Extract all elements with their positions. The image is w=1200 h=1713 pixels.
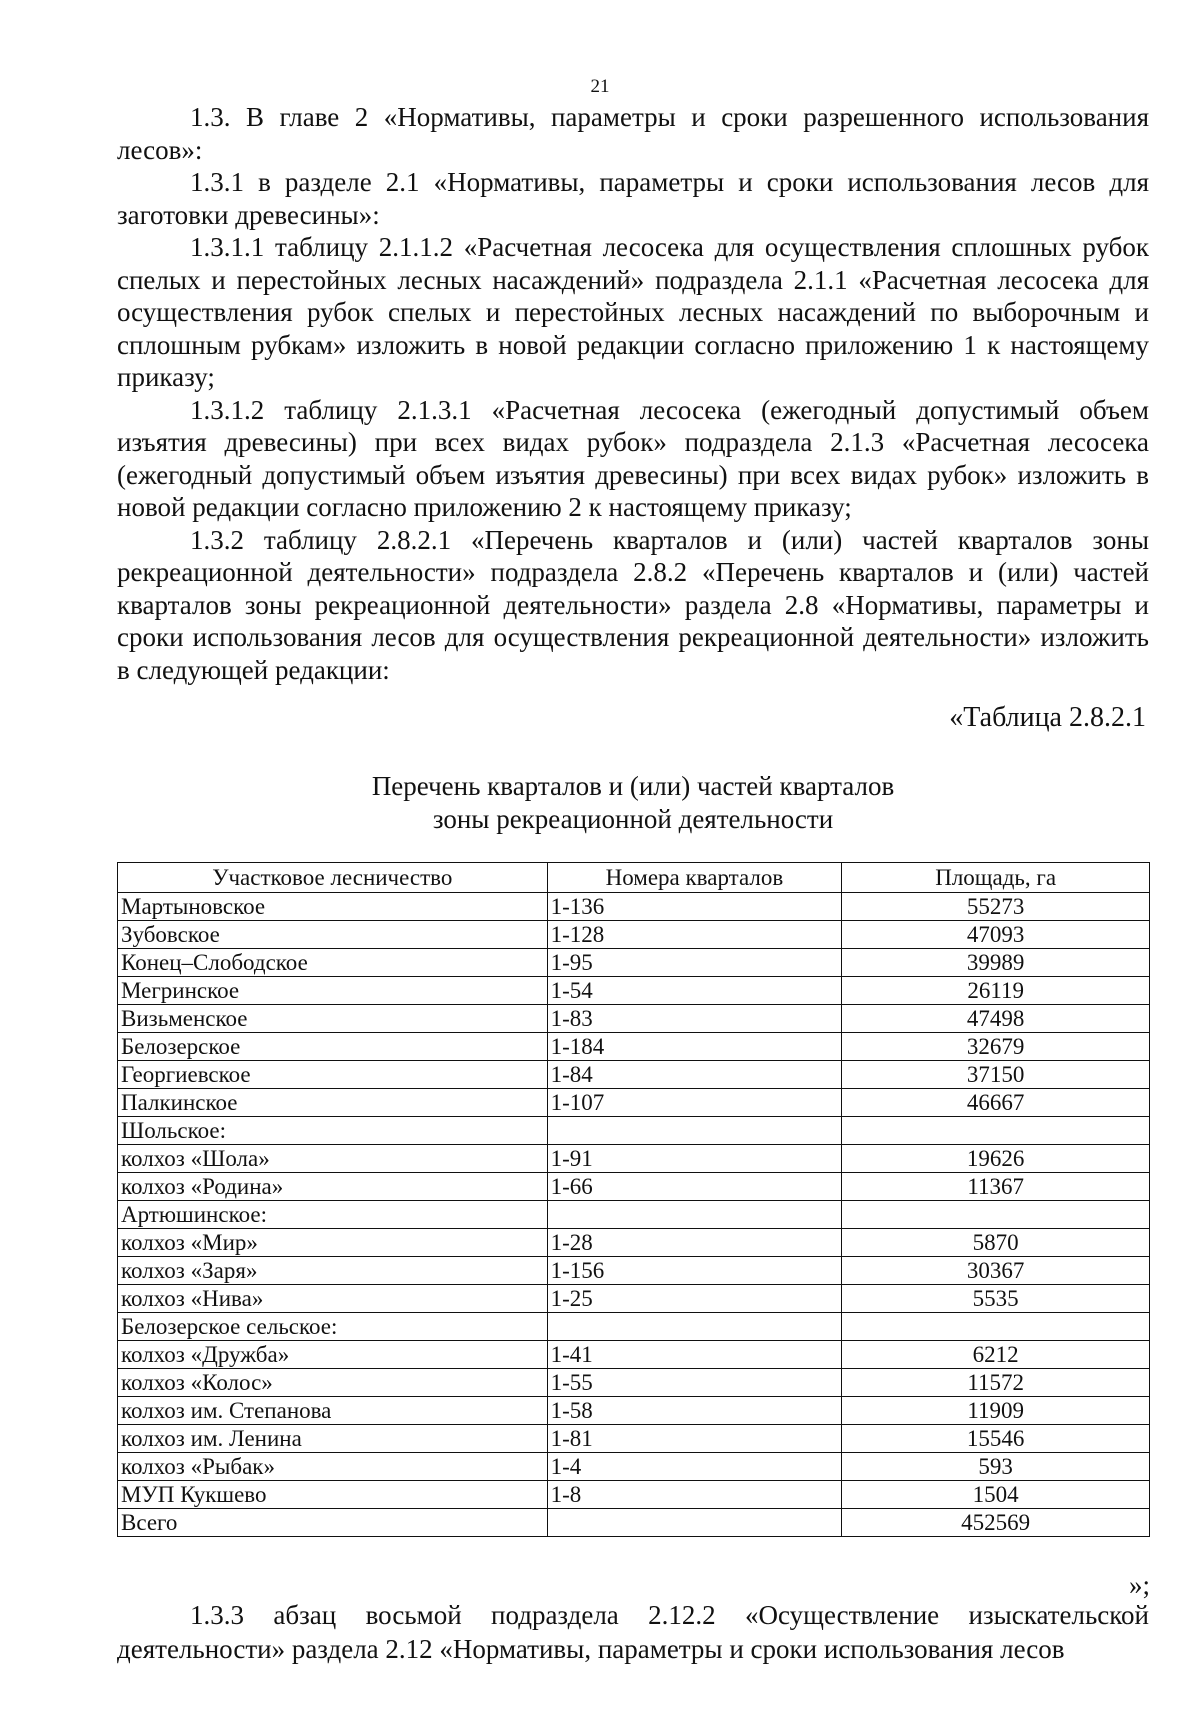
cell-area [842,1201,1150,1229]
cell-quarters: 1-83 [547,1005,842,1033]
table-row [118,1089,1150,1117]
cell-forestry: Зубовское [118,921,548,949]
table-row [118,1033,1150,1061]
cell-area [842,1117,1150,1145]
table-row [118,1061,1150,1089]
cell-forestry: колхоз «Мир» [118,1229,548,1257]
cell-forestry: Мартыновское [118,893,548,921]
cell-quarters: 1-136 [547,893,842,921]
table-row [118,1005,1150,1033]
cell-quarters: 1-55 [547,1369,842,1397]
cell-forestry: Артюшинское: [118,1201,548,1229]
cell-forestry: Конец–Слободское [118,949,548,977]
table-row [118,1257,1150,1285]
cell-total-label: Всего [118,1509,548,1537]
cell-quarters: 1-54 [547,977,842,1005]
table-row [118,893,1150,921]
table-title [117,770,1149,836]
cell-quarters: 1-107 [547,1089,842,1117]
table-row [118,1397,1150,1425]
cell-forestry: колхоз им. Ленина [118,1425,548,1453]
table-row [118,1481,1150,1509]
cell-area: 593 [842,1453,1150,1481]
cell-quarters: 1-95 [547,949,842,977]
cell-quarters: 1-128 [547,921,842,949]
cell-forestry: Белозерское [118,1033,548,1061]
cell-forestry: Георгиевское [118,1061,548,1089]
cell-quarters [547,1117,842,1145]
cell-area: 5870 [842,1229,1150,1257]
table-row [118,921,1150,949]
cell-area [842,1313,1150,1341]
cell-forestry: Мегринское [118,977,548,1005]
cell-area: 32679 [842,1033,1150,1061]
cell-area: 6212 [842,1341,1150,1369]
page-number: 21 [590,76,610,97]
cell-forestry: колхоз «Дружба» [118,1341,548,1369]
recreation-zone-table [117,862,1150,1537]
table-row [118,1229,1150,1257]
cell-quarters: 1-81 [547,1425,842,1453]
table-row [118,949,1150,977]
table-row [118,1425,1150,1453]
cell-quarters: 1-91 [547,1145,842,1173]
body-text [117,101,1149,686]
table-row [118,1285,1150,1313]
cell-area: 15546 [842,1425,1150,1453]
paragraph-1-3-3: 1.3.3 абзац восьмой подраздела 2.12.2 «Осуществление изыскательской деятельности» раздела 2.12 «Нормативы, параметры и сроки использования лесов [117,1600,1149,1664]
cell-forestry: Палкинское [118,1089,548,1117]
cell-quarters: 1-84 [547,1061,842,1089]
table-row [118,1453,1150,1481]
cell-forestry: колхоз «Шола» [118,1145,548,1173]
cell-area: 39989 [842,949,1150,977]
cell-area: 19626 [842,1145,1150,1173]
cell-area: 11909 [842,1397,1150,1425]
header-forestry: Участковое лесничество [118,863,548,893]
cell-area: 26119 [842,977,1150,1005]
cell-area: 37150 [842,1061,1150,1089]
table-title-line-2: зоны рекреационной деятельности [432,804,834,834]
cell-area: 30367 [842,1257,1150,1285]
cell-total-area: 452569 [842,1509,1150,1537]
table-title-line-1: Перечень кварталов и (или) частей кварталов [371,771,895,801]
cell-quarters: 1-25 [547,1285,842,1313]
cell-quarters: 1-66 [547,1173,842,1201]
cell-area: 47093 [842,921,1150,949]
cell-forestry: Визьменское [118,1005,548,1033]
table-row [118,1201,1150,1229]
cell-area: 47498 [842,1005,1150,1033]
cell-forestry: Белозерское сельское: [118,1313,548,1341]
cell-quarters: 1-58 [547,1397,842,1425]
paragraph-1-3-1: 1.3.1 в разделе 2.1 «Нормативы, параметры и сроки использования лесов для заготовки древесины»: [117,167,1149,230]
cell-quarters [547,1313,842,1341]
header-quarters: Номера кварталов [547,863,842,893]
header-area: Площадь, га [842,863,1150,893]
table-header-row [118,863,1150,893]
cell-forestry: колхоз «Рыбак» [118,1453,548,1481]
cell-forestry: колхоз «Родина» [118,1173,548,1201]
paragraph-1-3-1-1: 1.3.1.1 таблицу 2.1.1.2 «Расчетная лесосека для осуществления сплошных рубок спелых и перестойных лесных насаждений» подраздела 2.1.1 «Расчетная лесосека для осуществления рубок спелых и перестойных лесных насаждений по выборочным и сплошным рубкам» изложить в новой редакции согласно приложению 1 к настоящему приказу; [117,232,1149,392]
table-row [118,1173,1150,1201]
cell-forestry: МУП Кукшево [118,1481,548,1509]
cell-area: 11572 [842,1369,1150,1397]
table-total-row [118,1509,1150,1537]
cell-forestry: колхоз «Нива» [118,1285,548,1313]
table-row [118,1313,1150,1341]
cell-quarters: 1-41 [547,1341,842,1369]
table-label: «Таблица 2.8.2.1 [949,702,1146,733]
cell-quarters: 1-184 [547,1033,842,1061]
table-row [118,1341,1150,1369]
table-row [118,977,1150,1005]
cell-area: 1504 [842,1481,1150,1509]
cell-quarters: 1-8 [547,1481,842,1509]
body-text-continued [117,1598,1149,1666]
cell-quarters: 1-4 [547,1453,842,1481]
paragraph-1-3: 1.3. В главе 2 «Нормативы, параметры и сроки разрешенного использования лесов»: [117,102,1149,165]
cell-quarters [547,1201,842,1229]
table-row [118,1369,1150,1397]
cell-quarters: 1-156 [547,1257,842,1285]
cell-quarters [547,1509,842,1537]
cell-forestry: колхоз «Колос» [118,1369,548,1397]
table-close-quote: »; [1128,1570,1150,1600]
paragraph-1-3-2: 1.3.2 таблицу 2.8.2.1 «Перечень кварталов и (или) частей кварталов зоны рекреационной деятельности» подраздела 2.8.2 «Перечень кварталов и (или) частей кварталов зоны рекреационной деятельности» раздела 2.8 «Нормативы, параметры и сроки использования лесов для осуществления рекреационной деятельности» изложить в следующей редакции: [117,524,1149,685]
cell-forestry: Шольское: [118,1117,548,1145]
table-row [118,1145,1150,1173]
cell-area: 11367 [842,1173,1150,1201]
paragraph-1-3-1-2: 1.3.1.2 таблицу 2.1.3.1 «Расчетная лесосека (ежегодный допустимый объем изъятия древесины) при всех видах рубок» подраздела 2.1.3 «Расчетная лесосека (ежегодный допустимый объем изъятия древесины) при всех видах рубок» изложить в новой редакции согласно приложению 2 к настоящему приказу; [117,394,1149,522]
cell-area: 55273 [842,893,1150,921]
table-row [118,1117,1150,1145]
cell-forestry: колхоз «Заря» [118,1257,548,1285]
cell-area: 5535 [842,1285,1150,1313]
cell-quarters: 1-28 [547,1229,842,1257]
cell-area: 46667 [842,1089,1150,1117]
cell-forestry: колхоз им. Степанова [118,1397,548,1425]
